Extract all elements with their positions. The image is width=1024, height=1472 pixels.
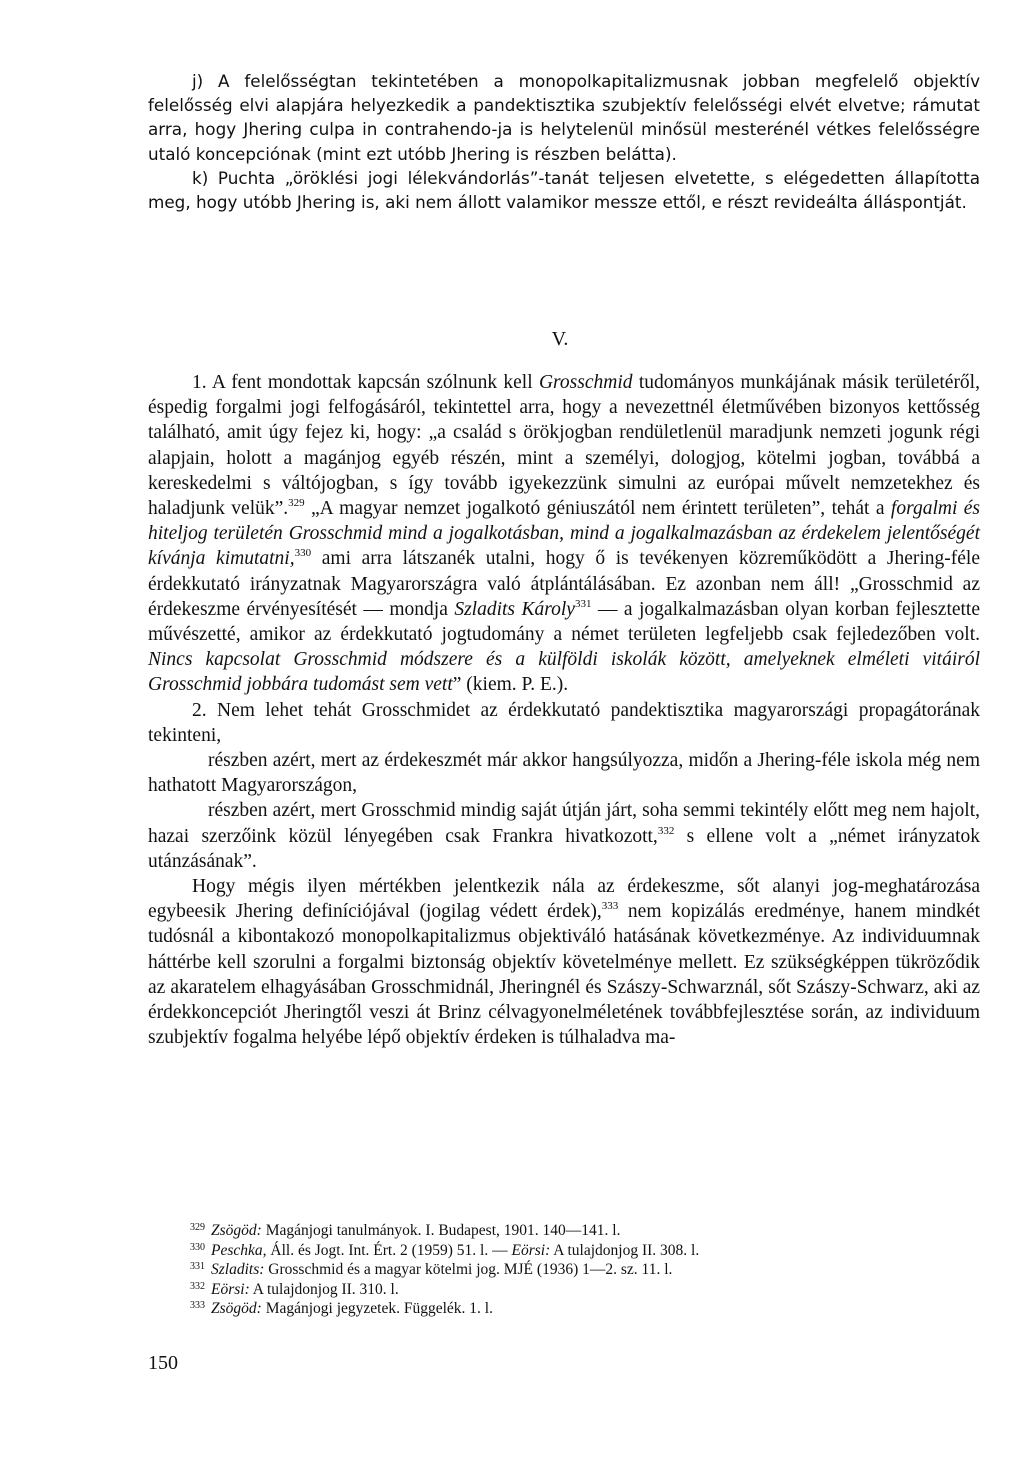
p2-sub2-text-a: részben azért, mert Grosschmid mindig saját útján járt, soha semmi tekintély előtt meg nem hajolt, hazai szerzőink közül lényegében csak Frankra hivatkozott, bbox=[148, 800, 980, 847]
footnote-ref-332: 332 bbox=[657, 824, 675, 837]
p1-text-e: — a jogalkalmazásban olyan korban fejlesztette művészetté, amikor az érdekkutató jogtudomány a német területen legfeljebb csak fejledezőben volt. bbox=[148, 598, 981, 646]
p1-italic-2: Nincs kapcsolat Grosschmid módszere és a külföldi iskolák között, amelyeknek elméleti vitáiról Grosschmid jobbára tudomást sem vett bbox=[148, 649, 980, 696]
p1-szladits: Szladits Károly bbox=[454, 598, 575, 620]
footnote-text: Grosschmid és a magyar kötelmi jog. MJÉ (1936) 1—2. sz. 11. l. bbox=[264, 1261, 673, 1279]
paragraph-j: j) A felelősségtan tekintetében a monopolkapitalizmusnak jobban megfelelő objektív felelősség elvi alapjára helyezkedik a pandektisztika szubjektív felelősségi elvét elvetve; rámutat arra, hogy Jhering culpa in contrahendo-ja is helytelenül minősül mesterénél vétkes felelősségre utaló koncepciónak (mint ezt utóbb Jhering is részben belátta). bbox=[148, 71, 980, 164]
body-text-main bbox=[148, 370, 980, 1050]
footnote-number: 329 bbox=[190, 1222, 205, 1233]
body-text-top bbox=[148, 69, 980, 214]
footnote-text: Áll. és Jogt. Int. Ért. 2 (1959) 51. l. — bbox=[266, 1241, 512, 1259]
paragraph-2-sub-2 bbox=[148, 798, 980, 874]
p1-text-d: ami arra látszanék utalni, hogy ő is tevékenyen közreműködött a Jhering-féle érdekkutató irányzatnak Magyarországra való átplántálásában. Ez azonban nem áll! „Grosschmid az érdekeszme érvényesítését — mondja bbox=[148, 548, 980, 620]
footnote-author: Eörsi: bbox=[211, 1280, 250, 1298]
footnote bbox=[190, 1299, 990, 1319]
footnote-author: Peschka, bbox=[211, 1241, 267, 1259]
footnote-ref-330: 330 bbox=[294, 547, 312, 560]
footnote-text: A tulajdonjog II. 310. l. bbox=[249, 1280, 399, 1298]
footnote bbox=[190, 1221, 990, 1241]
footnote-number: 330 bbox=[190, 1241, 205, 1253]
p2-sub2-text-b: s ellene volt a „német irányzatok utánzásának”. bbox=[148, 825, 980, 872]
footnote-number: 331 bbox=[190, 1261, 205, 1273]
footnote-ref-331: 331 bbox=[574, 597, 592, 610]
footnote bbox=[190, 1280, 990, 1300]
section-heading: V. bbox=[551, 328, 569, 350]
paragraph-1 bbox=[148, 370, 980, 698]
p1-text-c: „A magyar nemzet jogalkotó géniuszától nem érintett területen”, tehát a bbox=[304, 498, 891, 520]
footnote-ref-329: 329 bbox=[288, 497, 305, 510]
footnote-number: 333 bbox=[190, 1300, 205, 1312]
footnote-text: Magánjogi tanulmányok. I. Budapest, 1901. 140—141. l. bbox=[261, 1222, 621, 1239]
paragraph-k: k) Puchta „öröklési jogi lélekvándorlás”-tanát teljesen elvetette, s elégedetten állapította meg, hogy utóbb Jhering is, aki nem állott valamikor messze ettől, e részt revideálta álláspontját. bbox=[148, 167, 980, 213]
footnote-text: Magánjogi jegyzetek. Függelék. 1. l. bbox=[261, 1300, 493, 1318]
footnote bbox=[190, 1241, 990, 1261]
footnote-author: Eörsi: bbox=[511, 1241, 551, 1259]
footnote-number: 332 bbox=[190, 1280, 205, 1292]
footnote bbox=[190, 1260, 990, 1280]
footnote-text: A tulajdonjog II. 308. l. bbox=[550, 1241, 700, 1259]
p3-text-a: Hogy mégis ilyen mértékben jelentkezik nála az érdekeszme, sőt alanyi jog-meghatározása egybeesik Jhering definíciójával (jogilag védett érdek), bbox=[148, 876, 980, 923]
p1-italic-1: forgalmi és hiteljog területén Grosschmid mind a jogalkotásban, mind a jogalkalmazásban az érdekelem jelentőségét kívánja kimutatni, bbox=[148, 498, 980, 570]
footnote-author: Zsögöd: bbox=[211, 1300, 262, 1318]
footnote-ref-333: 333 bbox=[601, 900, 619, 913]
footnote-author: Zsögöd: bbox=[211, 1222, 262, 1239]
paragraph-2-sub-1: részben azért, mert az érdekeszmét már akkor hangsúlyozza, midőn a Jhering-féle iskola még nem hathatott Magyarországon, bbox=[148, 750, 980, 797]
paragraph-2-intro: 2. Nem lehet tehát Grosschmidet az érdekkutató pandektisztika magyarországi propagátorának tekinteni, bbox=[148, 699, 980, 746]
page-number: 150 bbox=[148, 1352, 178, 1374]
p1-text-a: 1. A fent mondottak kapcsán szólnunk kell bbox=[192, 372, 539, 393]
p1-text-f: ” (kiem. P. E.). bbox=[452, 674, 569, 696]
p3-text-b: nem kopizálás eredménye, hanem mindkét tudósnál a kibontakozó monopolkapitalizmus objektiváló hatásának következménye. Az individuumnak háttérbe kell szorulni a forgalmi biztonság objektív követelménye mellett. Ez szükségképpen tükröződik az akaratelem elhagyásában Grosschmidnál, Jheringnél és Szászy-Schwarznál, sőt Szászy-Schwarz, aki az érdekkoncepciót Jheringtől veszi át Brinz célvagyonelméletének továbbfejlesztése során, az individuum szubjektív fogalma helyébe lépő objektív érdeken is túlhaladva ma- bbox=[148, 901, 980, 1049]
paragraph-3 bbox=[148, 874, 980, 1050]
p1-grosschmid: Grosschmid bbox=[538, 372, 633, 393]
p1-text-b: tudományos munkájának másik területéről, éspedig forgalmi jogi felfogásáról, tekintettel arra, hogy a nevezettnél életművében bizonyos kettősség található, amit úgy fejez ki, hogy: „a család s örökjogban rendületlenül maradjunk nemzeti jogunk régi alapjain, holott a magánjog egyéb részén, mint a személyi, dologjog, kötelmi jogban, továbbá a kereskedelmi s váltójogban, s így tovább igyekezzünk simulni az európai művelt nemzetekhez és haladjunk velük”. bbox=[148, 372, 980, 520]
footnotes bbox=[190, 1221, 990, 1319]
footnote-author: Szladits: bbox=[211, 1261, 265, 1279]
